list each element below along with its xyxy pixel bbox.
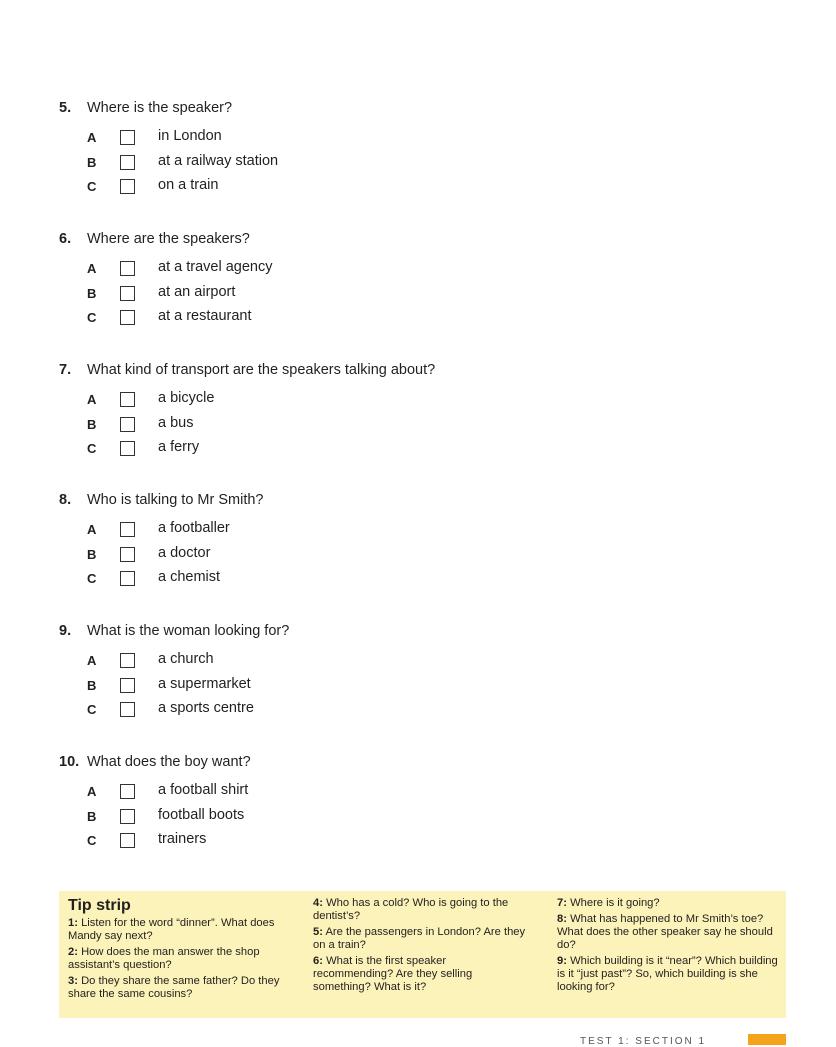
answer-checkbox[interactable] xyxy=(120,833,135,848)
question-8 xyxy=(59,489,779,594)
option-letter: B xyxy=(87,285,97,301)
tip-item xyxy=(557,955,782,994)
answer-checkbox[interactable] xyxy=(120,571,135,586)
tip-item xyxy=(313,926,528,952)
option-c xyxy=(59,831,779,856)
option-text: a doctor xyxy=(158,544,211,561)
option-b xyxy=(59,545,779,570)
answer-checkbox[interactable] xyxy=(120,809,135,824)
option-letter: C xyxy=(87,833,97,849)
answer-checkbox[interactable] xyxy=(120,392,135,407)
tip-text: Are the passengers in London? Are they on a train? xyxy=(313,926,526,951)
tip-column-3 xyxy=(557,897,782,997)
option-letter: B xyxy=(87,808,97,824)
tip-item xyxy=(68,917,293,943)
footer-page-tab xyxy=(748,1034,786,1045)
tip-text: Who has a cold? Who is going to the dentist’s? xyxy=(313,897,509,922)
option-a xyxy=(59,128,779,153)
option-b xyxy=(59,415,779,440)
option-text: on a train xyxy=(158,177,219,194)
tip-item xyxy=(68,946,293,972)
option-a xyxy=(59,651,779,676)
option-text: a supermarket xyxy=(158,675,251,692)
tip-text: What is the first speaker recommending? Are they selling something? What is it? xyxy=(313,955,473,993)
answer-checkbox[interactable] xyxy=(120,784,135,799)
answer-checkbox[interactable] xyxy=(120,522,135,537)
question-6 xyxy=(59,228,779,333)
question-9 xyxy=(59,620,779,725)
answer-checkbox[interactable] xyxy=(120,286,135,301)
question-number: 9. xyxy=(59,623,72,639)
tip-key: 6: xyxy=(313,955,323,967)
option-text: at an airport xyxy=(158,283,236,300)
answer-checkbox[interactable] xyxy=(120,261,135,276)
option-c xyxy=(59,700,779,725)
option-a xyxy=(59,782,779,807)
tip-item xyxy=(313,955,528,994)
tip-key: 3: xyxy=(68,975,78,987)
tip-item xyxy=(68,975,293,1001)
tip-item xyxy=(557,913,782,952)
tip-text: Which building is it “near”? Which building is it “just past”? So, which building is she looking for? xyxy=(557,955,778,993)
question-number: 8. xyxy=(59,492,72,508)
option-letter: B xyxy=(87,677,97,693)
question-7 xyxy=(59,359,779,464)
option-letter: C xyxy=(87,571,97,587)
option-letter: C xyxy=(87,179,97,195)
option-letter: B xyxy=(87,416,97,432)
option-letter: A xyxy=(87,653,97,668)
question-number: 10. xyxy=(59,754,80,770)
tip-item xyxy=(313,897,528,923)
answer-checkbox[interactable] xyxy=(120,130,135,145)
tip-key: 9: xyxy=(557,955,567,967)
tip-text: Listen for the word “dinner”. What does Mandy say next? xyxy=(68,917,275,942)
question-number: 6. xyxy=(59,231,72,247)
question-10 xyxy=(59,751,779,856)
option-b xyxy=(59,153,779,178)
option-text: a football shirt xyxy=(158,782,249,798)
answer-checkbox[interactable] xyxy=(120,179,135,194)
option-a xyxy=(59,520,779,545)
option-letter: C xyxy=(87,441,97,457)
question-number: 5. xyxy=(59,100,72,116)
question-text: What kind of transport are the speakers talking about? xyxy=(87,362,436,378)
option-text: a ferry xyxy=(158,439,200,456)
question-text: What does the boy want? xyxy=(87,754,251,770)
option-text: at a restaurant xyxy=(158,308,252,325)
tip-column-2 xyxy=(313,897,528,997)
tip-key: 1: xyxy=(68,917,78,929)
option-text: in London xyxy=(158,128,222,144)
answer-checkbox[interactable] xyxy=(120,310,135,325)
tip-text: Do they share the same father? Do they share the same cousins? xyxy=(68,975,280,1000)
tip-strip xyxy=(59,891,786,1018)
tip-key: 7: xyxy=(557,897,567,909)
option-text: a bicycle xyxy=(158,390,215,406)
answer-checkbox[interactable] xyxy=(120,678,135,693)
question-text: Where are the speakers? xyxy=(87,231,250,247)
option-c xyxy=(59,308,779,333)
tip-text: Where is it going? xyxy=(570,897,660,909)
question-number: 7. xyxy=(59,362,72,378)
option-text: a footballer xyxy=(158,520,230,536)
question-text: Who is talking to Mr Smith? xyxy=(87,492,264,508)
option-letter: A xyxy=(87,392,97,407)
tip-column-1 xyxy=(68,897,293,1004)
option-text: a bus xyxy=(158,414,194,431)
tip-text: What has happened to Mr Smith’s toe? What does the other speaker say he should do? xyxy=(557,913,773,951)
answer-checkbox[interactable] xyxy=(120,441,135,456)
tip-item xyxy=(557,897,782,910)
tip-key: 5: xyxy=(313,926,323,938)
option-text: a sports centre xyxy=(158,700,254,717)
tip-key: 8: xyxy=(557,913,567,925)
answer-checkbox[interactable] xyxy=(120,417,135,432)
question-5 xyxy=(59,97,779,202)
option-b xyxy=(59,284,779,309)
option-text: football boots xyxy=(158,806,245,823)
answer-checkbox[interactable] xyxy=(120,155,135,170)
tip-key: 4: xyxy=(313,897,323,909)
option-text: at a travel agency xyxy=(158,259,273,275)
option-text: a chemist xyxy=(158,569,221,586)
answer-checkbox[interactable] xyxy=(120,653,135,668)
option-letter: A xyxy=(87,522,97,537)
option-a xyxy=(59,259,779,284)
tip-strip-title: Tip strip xyxy=(68,897,131,914)
option-a xyxy=(59,390,779,415)
tip-key: 2: xyxy=(68,946,78,958)
footer-section-label: TEST 1: SECTION 1 xyxy=(580,1036,707,1047)
option-c xyxy=(59,439,779,464)
option-text: trainers xyxy=(158,831,207,848)
option-b xyxy=(59,676,779,701)
option-letter: C xyxy=(87,310,97,326)
question-text: Where is the speaker? xyxy=(87,100,233,116)
option-letter: A xyxy=(87,130,97,145)
option-text: at a railway station xyxy=(158,152,279,169)
answer-checkbox[interactable] xyxy=(120,547,135,562)
question-text: What is the woman looking for? xyxy=(87,623,290,639)
tip-text: How does the man answer the shop assistant’s question? xyxy=(68,946,260,971)
option-b xyxy=(59,807,779,832)
option-letter: A xyxy=(87,784,97,799)
option-text: a church xyxy=(158,651,214,667)
option-letter: B xyxy=(87,546,97,562)
option-letter: C xyxy=(87,702,97,718)
option-letter: B xyxy=(87,154,97,170)
answer-checkbox[interactable] xyxy=(120,702,135,717)
option-c xyxy=(59,177,779,202)
option-c xyxy=(59,569,779,594)
option-letter: A xyxy=(87,261,97,276)
